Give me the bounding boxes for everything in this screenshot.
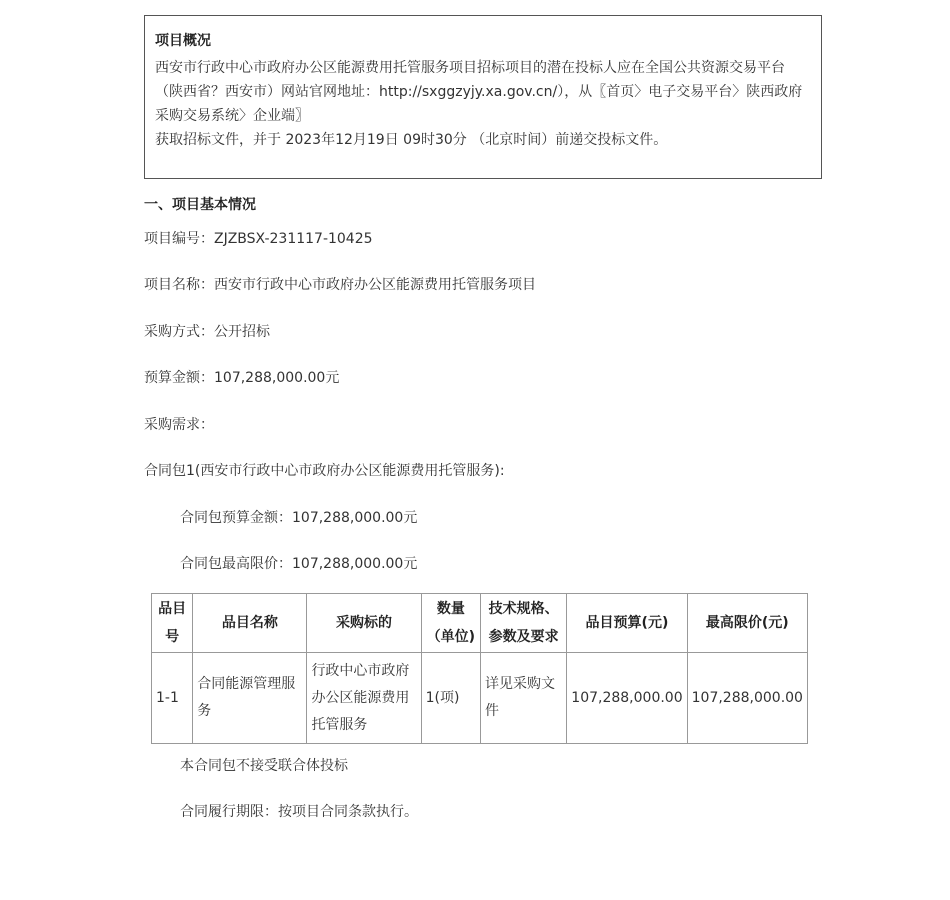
- performance-period: 合同履行期限：按项目合同条款执行。: [180, 804, 418, 820]
- project-number: 项目编号：ZJZBSX-231117-10425: [144, 231, 373, 247]
- header-specs: 技术规格、参数及要求: [481, 594, 567, 653]
- cell-subject: 行政中心市政府办公区能源费用托管服务: [307, 653, 421, 744]
- project-overview-box: [144, 15, 822, 179]
- header-max-price: 最高限价(元): [687, 594, 807, 653]
- header-quantity: 数量（单位): [421, 594, 480, 653]
- header-subject: 采购标的: [307, 594, 421, 653]
- header-item-name: 品目名称: [193, 594, 307, 653]
- overview-paragraph-2: 获取招标文件，并于 2023年12月19日 09时30分 （北京时间）前递交投标文件。: [155, 132, 668, 148]
- budget-amount: 预算金额：107,288,000.00元: [144, 370, 340, 386]
- overview-title: 项目概况: [155, 33, 211, 49]
- cell-item-budget: 107,288,000.00: [567, 653, 687, 744]
- overview-paragraph-1: 西安市行政中心市政府办公区能源费用托管服务项目招标项目的潜在投标人应在全国公共资源交易平台（陕西省？西安市）网站官网地址：http://sxggzyjy.xa.gov.cn/），从〖首页〉电子交易平台〉陕西政府采购交易系统〉企业端〗: [155, 60, 803, 124]
- no-consortium-note: 本合同包不接受联合体投标: [180, 758, 348, 774]
- project-name: 项目名称：西安市行政中心市政府办公区能源费用托管服务项目: [144, 277, 536, 293]
- items-table: [151, 593, 808, 744]
- cell-item-no: 1-1: [152, 653, 193, 744]
- contract-package: 合同包1(西安市行政中心市政府办公区能源费用托管服务):: [144, 463, 505, 479]
- section-title: 一、项目基本情况: [144, 197, 256, 213]
- cell-specs: 详见采购文件: [481, 653, 567, 744]
- header-item-no: 品目号: [152, 594, 193, 653]
- procurement-requirement: 采购需求：: [144, 417, 214, 433]
- cell-quantity: 1(项): [421, 653, 480, 744]
- header-item-budget: 品目预算(元): [567, 594, 687, 653]
- package-budget: 合同包预算金额：107,288,000.00元: [180, 510, 418, 526]
- package-max-price: 合同包最高限价：107,288,000.00元: [180, 556, 418, 572]
- procurement-method: 采购方式：公开招标: [144, 324, 270, 340]
- cell-item-name: 合同能源管理服务: [193, 653, 307, 744]
- table-row: [152, 653, 808, 744]
- cell-max-price: 107,288,000.00: [687, 653, 807, 744]
- table-header-row: [152, 594, 808, 653]
